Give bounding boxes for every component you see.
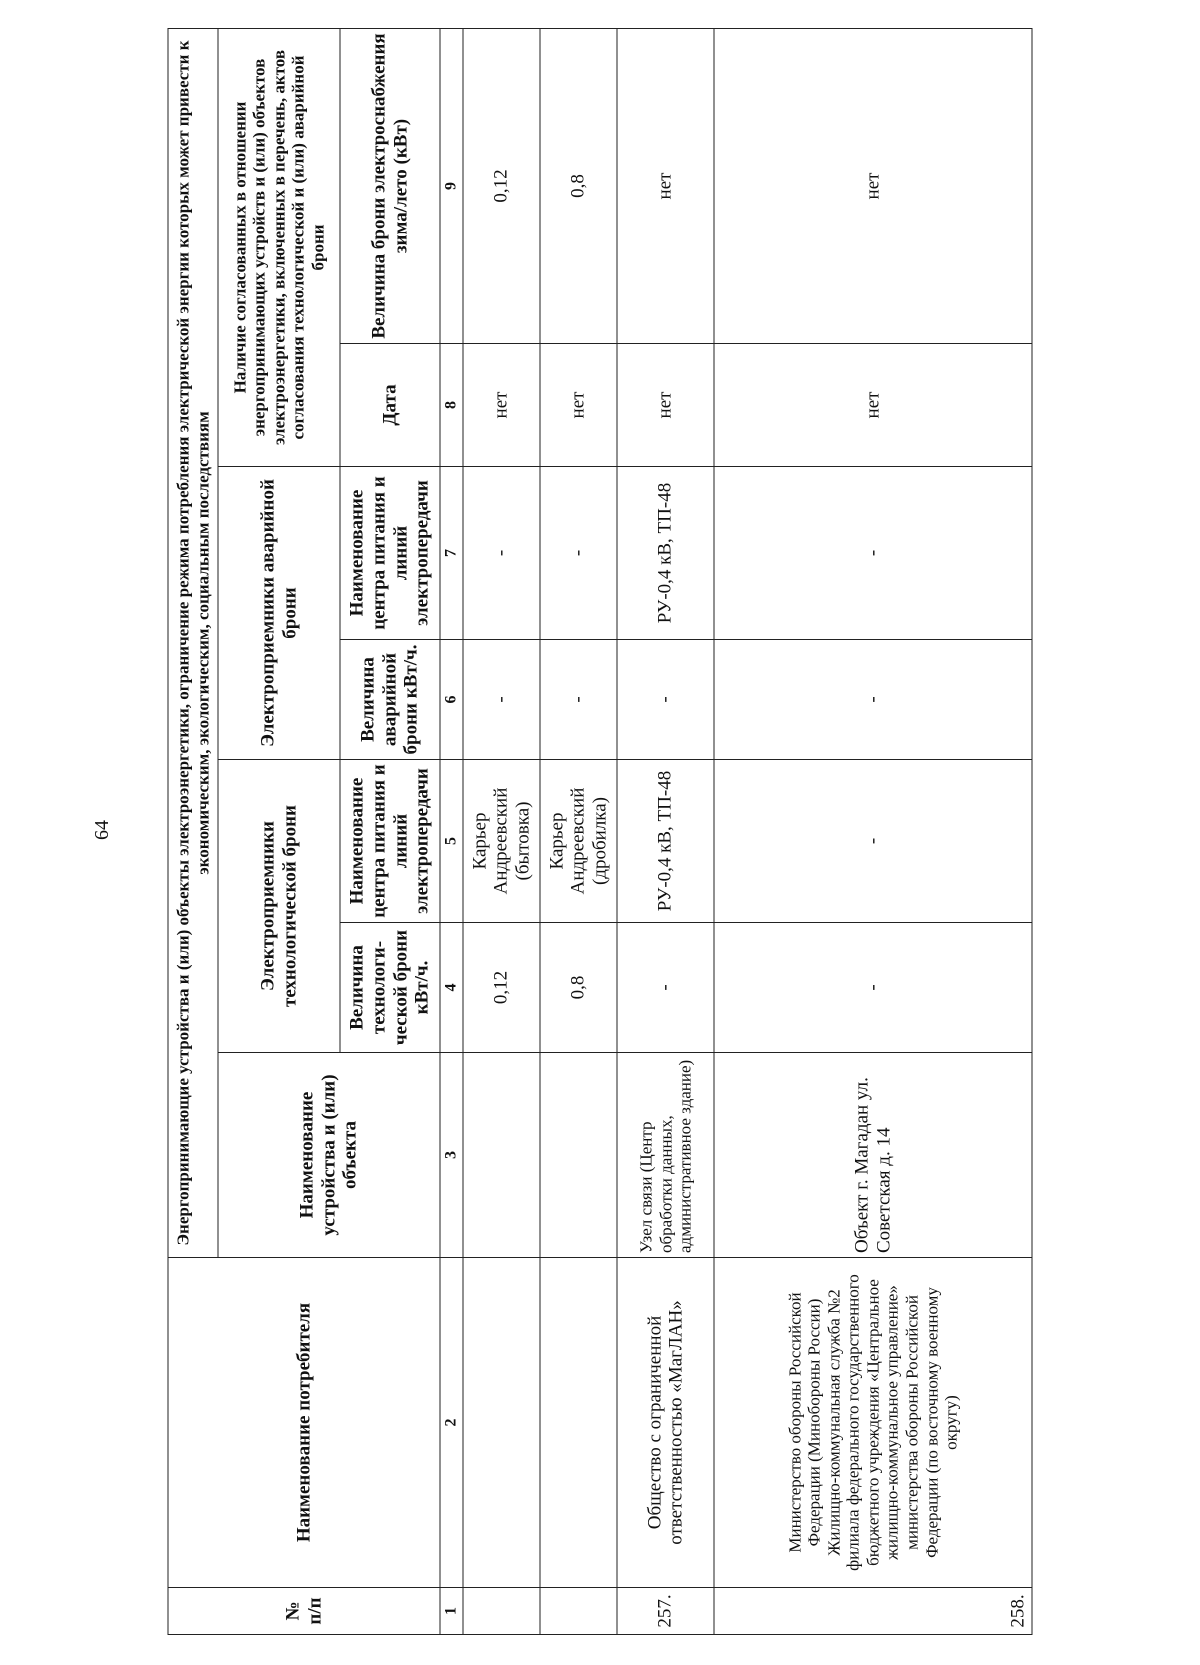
header-tech-group: Электроприемники технологической брони: [218, 760, 340, 1053]
cell-consumer: [540, 1258, 617, 1588]
cell-date: нет: [617, 344, 714, 467]
cell-tech-center: -: [714, 760, 1032, 923]
cell-tech-center: РУ-0,4 кВ, ТП-48: [617, 760, 714, 923]
cell-value: 0,8: [540, 28, 617, 343]
cell-value: нет: [617, 28, 714, 343]
cell-emerg-center: -: [463, 467, 540, 640]
cell-tech-value: -: [617, 923, 714, 1053]
header-consumer: Наименование потребителя: [168, 1258, 440, 1588]
cell-emerg-center: РУ-0,4 кВ, ТП-48: [617, 467, 714, 640]
cell-consumer: [463, 1258, 540, 1588]
header-no: № п/п: [168, 1588, 440, 1635]
col-number: 2: [440, 1258, 463, 1588]
col-number: 8: [440, 344, 463, 467]
col-number: 1: [440, 1588, 463, 1635]
header-emerg-group: Электроприемники аварийной брони: [218, 467, 340, 760]
header-tech-value: Величина технологи-ческой брони кВт/ч.: [340, 923, 440, 1053]
page-number: 64: [91, 820, 113, 840]
cell-no: [463, 1588, 540, 1635]
cell-device: [463, 1053, 540, 1258]
cell-emerg-value: -: [540, 640, 617, 760]
power-reservation-table: [168, 28, 1033, 1635]
header-acts-date: Дата: [340, 344, 440, 467]
header-acts-value: Величина брони электроснабжения зима/лето (кВт): [340, 28, 440, 343]
table-row: [540, 28, 617, 1634]
col-number: 9: [440, 28, 463, 343]
header-tech-center: Наименование центра питания и линий электропередачи: [340, 760, 440, 923]
col-number: 3: [440, 1053, 463, 1258]
cell-consumer: Министерство обороны Российской Федерации (Минобороны России) Жилищно-коммунальная служба №2 филиала федерального государственного бюджетного учреждения «Центральное жилищно-коммунальное управление» министерства обороны Российской Федерации (по восточному военному округу): [714, 1258, 1032, 1588]
header-group-title: Энергопринимающие устройства и (или) объекты электроэнергетики, ограничение режима потребления электрической энергии которых может привести к экономическим, экологическим, социальным последствиям: [168, 28, 218, 1257]
cell-tech-value: 0,12: [463, 923, 540, 1053]
cell-emerg-center: -: [540, 467, 617, 640]
cell-date: нет: [714, 344, 1032, 467]
col-number: 6: [440, 640, 463, 760]
cell-emerg-center: -: [714, 467, 1032, 640]
cell-tech-center: Карьер Андреевский (бытовка): [463, 760, 540, 923]
col-number: 7: [440, 467, 463, 640]
cell-value: 0,12: [463, 28, 540, 343]
cell-device: Объект г. Магадан ул. Советская д. 14: [714, 1053, 1032, 1258]
cell-tech-center: Карьер Андреевский (дробилка): [540, 760, 617, 923]
cell-tech-value: -: [714, 923, 1032, 1053]
cell-emerg-value: -: [714, 640, 1032, 760]
table-row: [617, 28, 714, 1634]
rotated-table-container: [168, 29, 1033, 1635]
cell-no: 258.: [714, 1588, 1032, 1635]
col-number: 5: [440, 760, 463, 923]
header-acts-group: Наличие согласованных в отношении энергопринимающих устройств и (или) объектов электроэнергетики, включенных в перечень, актов согласования технологической и (или) аварийной брони: [218, 28, 340, 466]
table-row: [463, 28, 540, 1634]
cell-consumer: Общество с ограниченной ответственностью «МагЛАН»: [617, 1258, 714, 1588]
cell-device: [540, 1053, 617, 1258]
cell-emerg-value: -: [617, 640, 714, 760]
cell-no: 257.: [617, 1588, 714, 1635]
cell-date: нет: [540, 344, 617, 467]
header-emerg-center: Наименование центра питания и линий электропередачи: [340, 467, 440, 640]
header-emerg-value: Величина аварийной брони кВт/ч.: [340, 640, 440, 760]
cell-value: нет: [714, 28, 1032, 343]
col-number: 4: [440, 923, 463, 1053]
cell-device: Узел связи (Центр обработки данных, административное здание): [617, 1053, 714, 1258]
cell-emerg-value: -: [463, 640, 540, 760]
cell-date: нет: [463, 344, 540, 467]
header-device: Наименование устройства и (или) объекта: [218, 1053, 440, 1258]
table-row: [714, 28, 1032, 1634]
cell-no: [540, 1588, 617, 1635]
cell-tech-value: 0,8: [540, 923, 617, 1053]
